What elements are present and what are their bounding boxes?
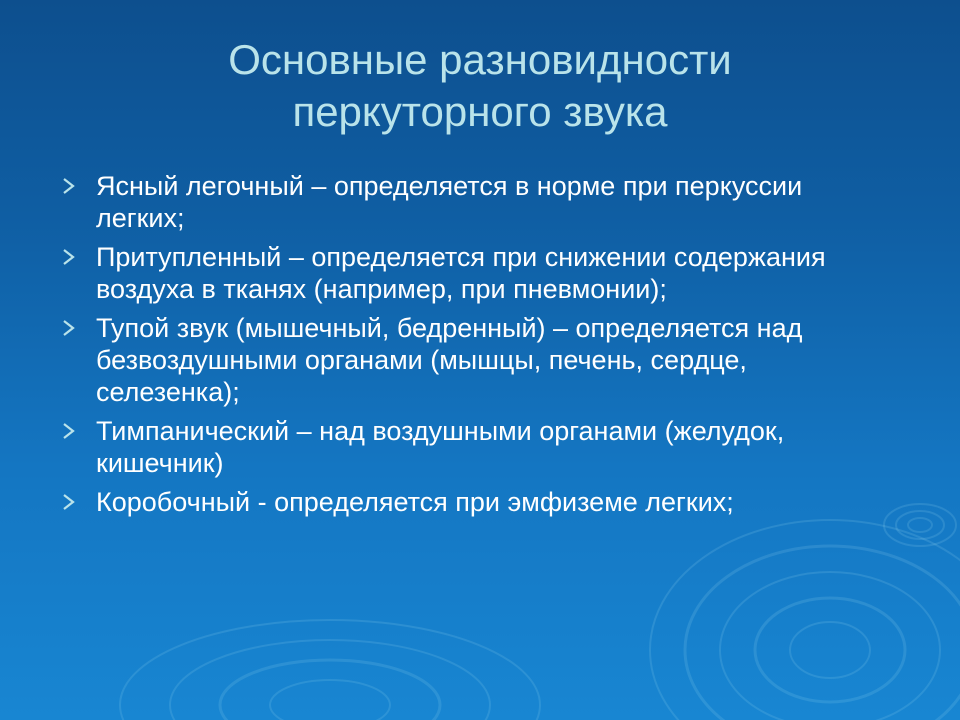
slide-title	[80, 34, 880, 138]
slide-title-line: Основные разновидности	[228, 36, 732, 83]
bullet-item	[58, 415, 888, 479]
bullet-item	[58, 170, 888, 234]
bullet-list	[58, 170, 888, 518]
bullet-item	[58, 312, 888, 408]
slide-content	[58, 170, 888, 525]
bullet-text: Тупой звук (мышечный, бедренный) – определяется над безвоздушными органами (мышцы, печень, сердце, селезенка);	[96, 313, 803, 407]
bullet-text: Ясный легочный – определяется в норме при перкуссии легких;	[96, 171, 803, 233]
chevron-right-icon	[60, 319, 78, 337]
chevron-right-icon	[60, 177, 78, 195]
slide-title-line: перкуторного звука	[292, 88, 668, 135]
bullet-text: Притупленный – определяется при снижении содержания воздуха в тканях (например, при пневмонии);	[96, 242, 826, 304]
chevron-right-icon	[60, 248, 78, 266]
bullet-item	[58, 486, 888, 518]
chevron-right-icon	[60, 422, 78, 440]
bullet-text: Тимпанический – над воздушными органами (желудок, кишечник)	[96, 416, 785, 478]
chevron-right-icon	[60, 493, 78, 511]
bullet-text: Коробочный - определяется при эмфиземе легких;	[96, 487, 734, 517]
bullet-item	[58, 241, 888, 305]
